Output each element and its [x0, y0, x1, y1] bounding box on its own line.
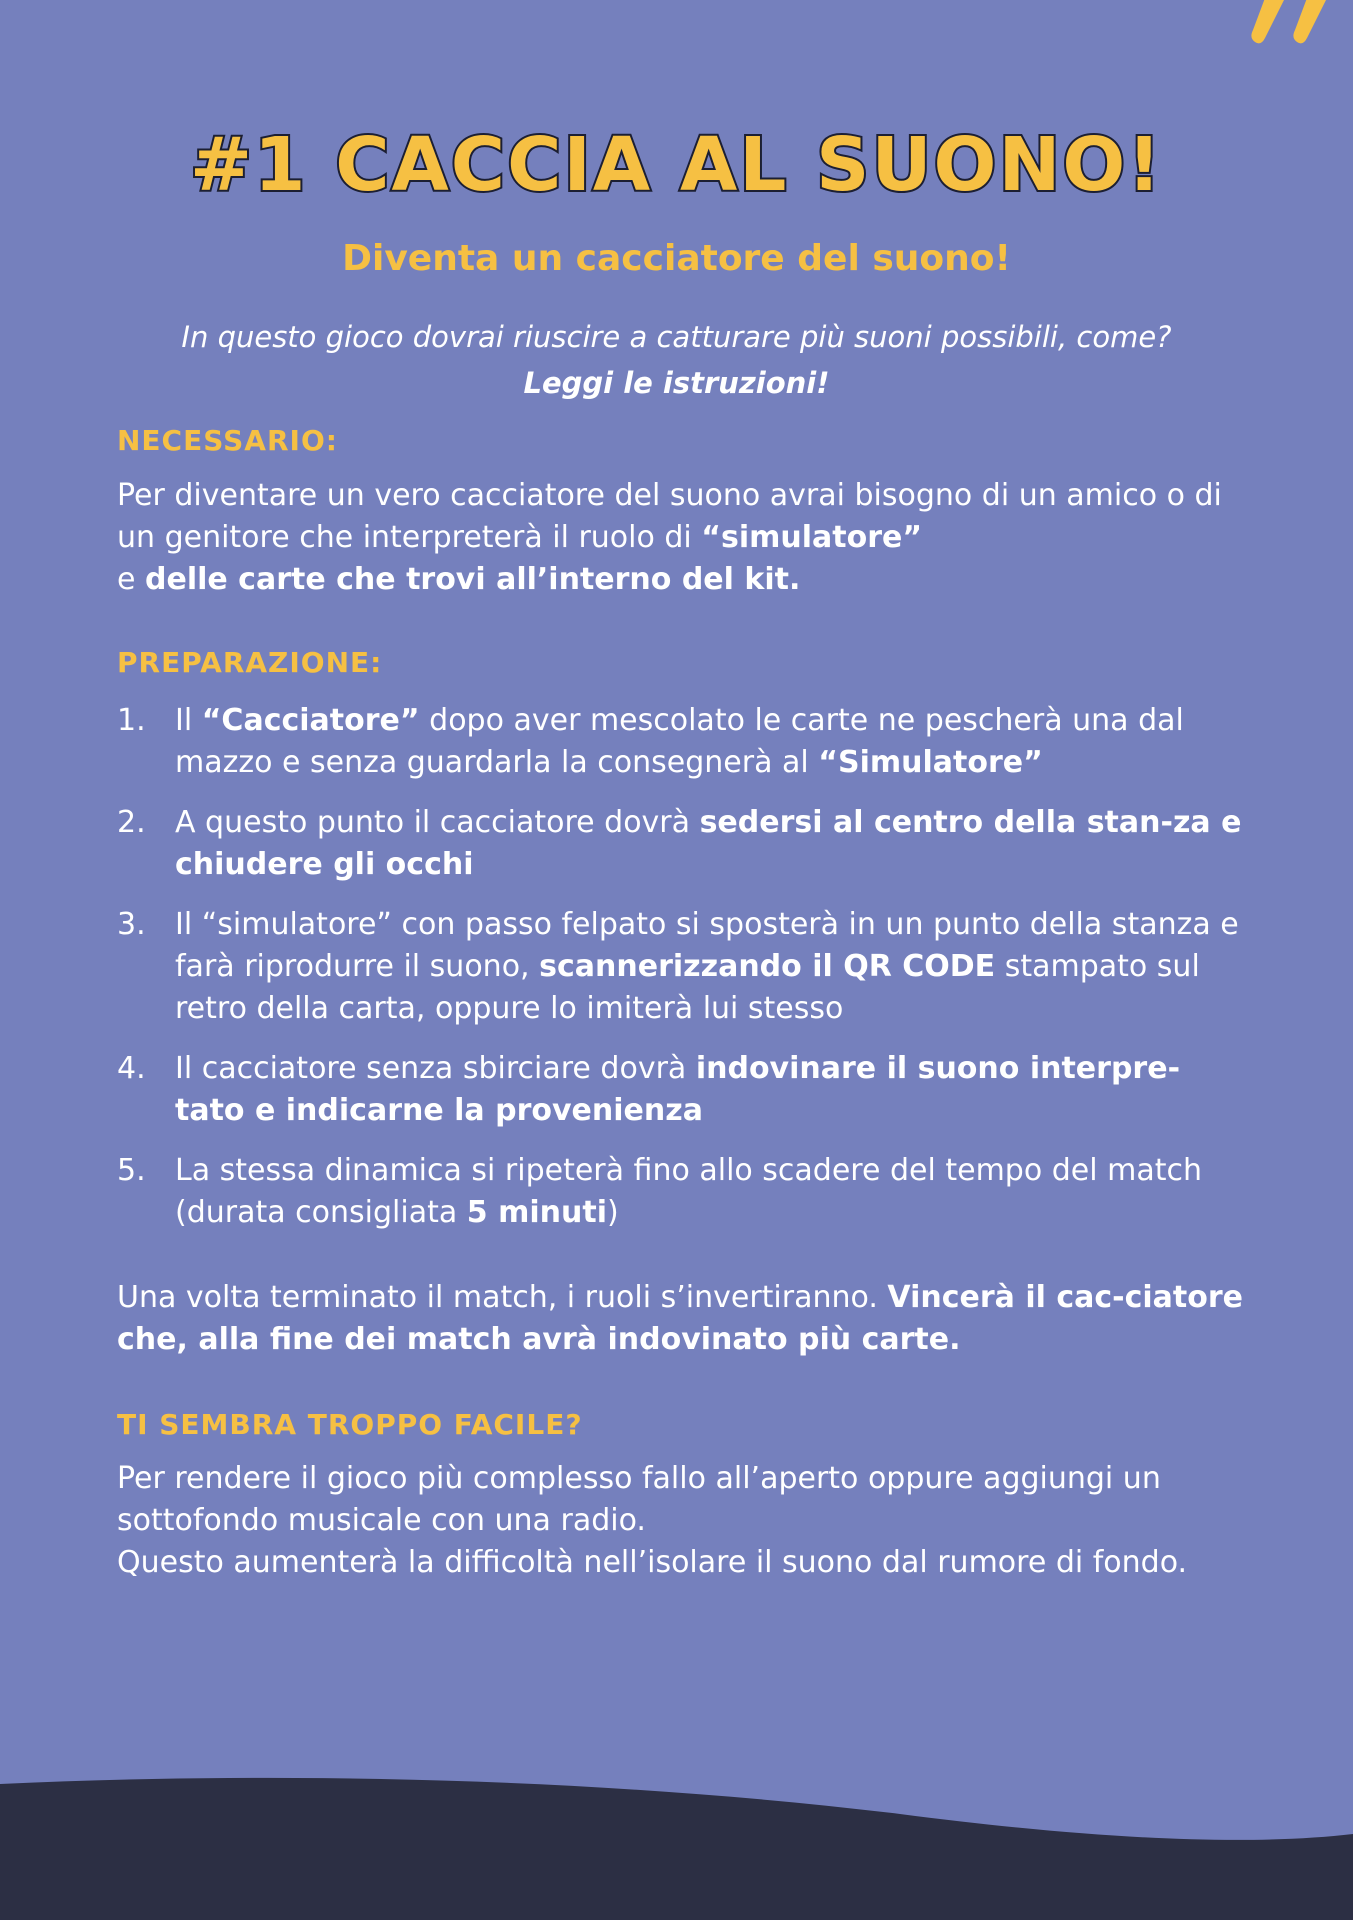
list-item: 5. La stessa dinamica si ripeterà fino allo scadere del tempo del match (durata consigliata 5 minuti)	[117, 1150, 1247, 1234]
subtitle: Diventa un cacciatore del suono!	[342, 238, 1011, 279]
step-number: 4.	[117, 1051, 146, 1086]
step-number: 1.	[117, 703, 146, 738]
intro-cta: Leggi le istruzioni!	[523, 366, 830, 400]
heading-preparazione: PREPARAZIONE:	[117, 646, 383, 679]
step-number: 3.	[117, 907, 146, 942]
finale-text: Una volta terminato il match, i ruoli s’invertiranno. Vincerà il cac-ciatore che, alla fine dei match avrà indovinato più carte.	[117, 1280, 1244, 1357]
page-title: #1 CACCIA AL SUONO!	[189, 122, 1164, 208]
step-number: 2.	[117, 805, 146, 840]
steps-list	[117, 700, 1247, 1252]
intro	[0, 314, 1353, 406]
list-item: 3. Il “simulatore” con passo felpato si sposterà in un punto della stanza e farà riprodurre il suono, scannerizzando il QR CODE stampato sul retro della carta, oppure lo imiterà lui stesso	[117, 904, 1247, 1030]
list-item: 1. Il “Cacciatore” dopo aver mescolato le carte ne pescherà una dal mazzo e senza guardarla la consegnerà al “Simulatore”	[117, 700, 1247, 784]
heading-necessario: NECESSARIO:	[117, 424, 338, 457]
wave-footer	[0, 1730, 1353, 1920]
list-item: 2. A questo punto il cacciatore dovrà sedersi al centro della stan-za e chiudere gli occhi	[117, 802, 1247, 886]
necessario-text: Per diventare un vero cacciatore del suono avrai bisogno di un amico o di un genitore che interpreterà il ruolo di “simulatore” e delle carte che trovi all’interno del kit.	[117, 478, 1222, 597]
step-number: 5.	[117, 1153, 146, 1188]
heading-facile: TI SEMBRA TROPPO FACILE?	[117, 1408, 583, 1441]
intro-text: In questo gioco dovrai riuscire a catturare più suoni possibili, come?	[181, 320, 1172, 354]
facile-text: Per rendere il gioco più complesso fallo all’aperto oppure aggiungi un sottofondo musicale con una radio. Questo aumenterà la difficoltà nell’isolare il suono dal rumore di fondo.	[117, 1461, 1188, 1580]
list-item: 4. Il cacciatore senza sbirciare dovrà indovinare il suono interpre-tato e indicarne la provenienza	[117, 1048, 1247, 1132]
quote-mark-icon	[1231, 0, 1341, 52]
